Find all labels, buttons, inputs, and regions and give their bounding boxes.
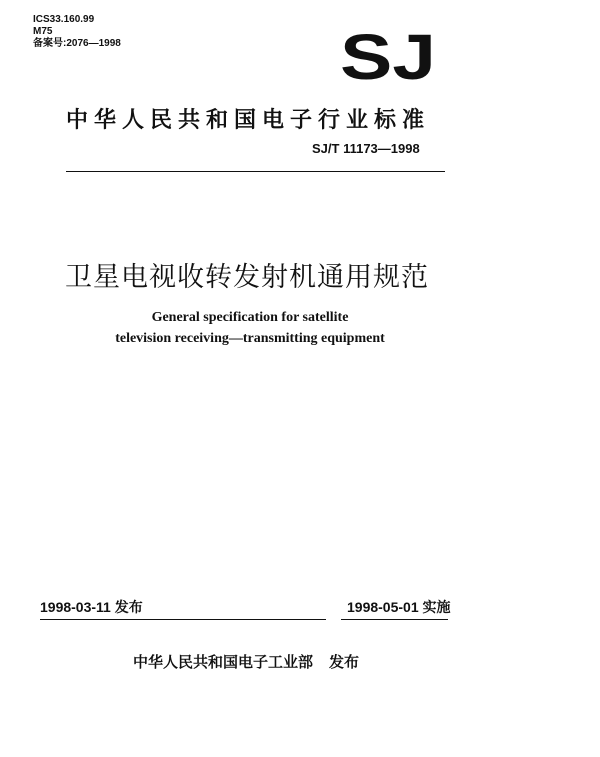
title-english-line1: General specification for satellite [151,310,349,325]
publisher-name: 中华人民共和国电子工业部 [133,653,314,671]
issuing-body-header: 中华人民共和国电子行业标准 [66,108,431,133]
meta-block [33,14,121,50]
title-english-line2: television receiving—transmitting equipment [115,331,385,346]
footer-divider-left [40,619,326,620]
publisher-action: 发布 [329,653,360,671]
header-divider [66,171,445,172]
sj-logo [338,30,438,82]
ics-code: ICS33.160.99 [33,14,95,25]
publisher-line [133,651,359,672]
sj-logo-text: SJ [340,30,436,82]
class-code: M75 [33,26,53,37]
title-chinese: 卫星电视收转发射机通用规范 [65,262,429,293]
footer-divider-right [341,619,448,620]
implementation-date: 1998-05-01 实施 [347,599,451,615]
issue-date: 1998-03-11 发布 [40,599,143,615]
standard-number: SJ/T 11173—1998 [312,141,420,156]
record-number: 备案号:2076—1998 [33,38,121,49]
